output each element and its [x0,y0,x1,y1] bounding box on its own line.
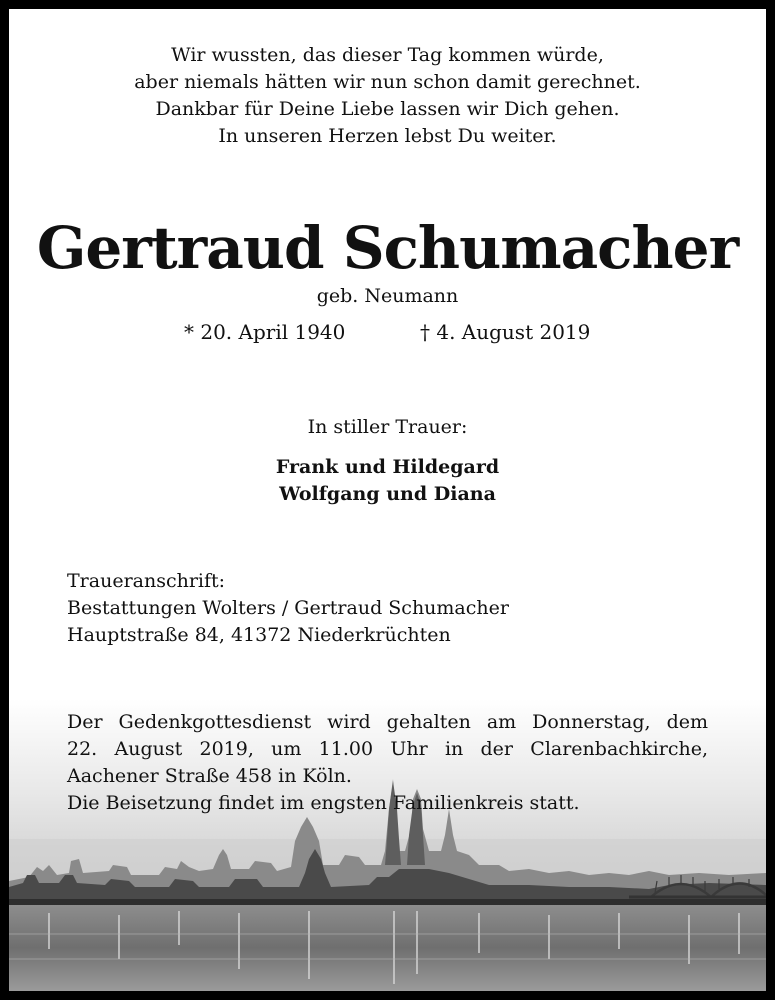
mourners-list [9,454,766,508]
address-label: Traueranschrift: [67,570,226,592]
birth-date: * 20. April 1940 [184,320,346,344]
service-line [67,736,708,763]
service-line: Die Beisetzung findet im engsten Familienkreis statt. [67,792,580,814]
memorial-verse [9,42,766,150]
service-line [67,709,708,736]
notice-content [9,9,766,991]
service-line: Aachener Straße 458 in Köln. [67,765,352,787]
death-date: † 4. August 2019 [420,320,591,344]
service-line-text: 22. August 2019, um 11.00 Uhr in der Clarenbachkirche, [67,738,708,760]
verse-line: aber niemals hätten wir nun schon damit gerechnet. [134,71,641,93]
address-line: Bestattungen Wolters / Gertraud Schumacher [67,597,509,619]
service-info [67,709,708,817]
address-line: Hauptstraße 84, 41372 Niederkrüchten [67,624,451,646]
mourner-name: Wolfgang und Diana [279,483,496,505]
mourner-name: Frank und Hildegard [275,456,500,478]
verse-line: Wir wussten, das dieser Tag kommen würde, [171,44,604,66]
maiden-name: geb. Neumann [316,285,459,307]
deceased-name: Gertraud Schumacher [36,214,739,282]
service-line-text: Der Gedenkgottesdienst wird gehalten am Donnerstag, dem [67,711,708,733]
mourners-title: In stiller Trauer: [307,416,468,438]
mourning-address [67,568,509,649]
verse-line: In unseren Herzen lebst Du weiter. [218,125,557,147]
verse-line: Dankbar für Deine Liebe lassen wir Dich gehen. [155,98,620,120]
